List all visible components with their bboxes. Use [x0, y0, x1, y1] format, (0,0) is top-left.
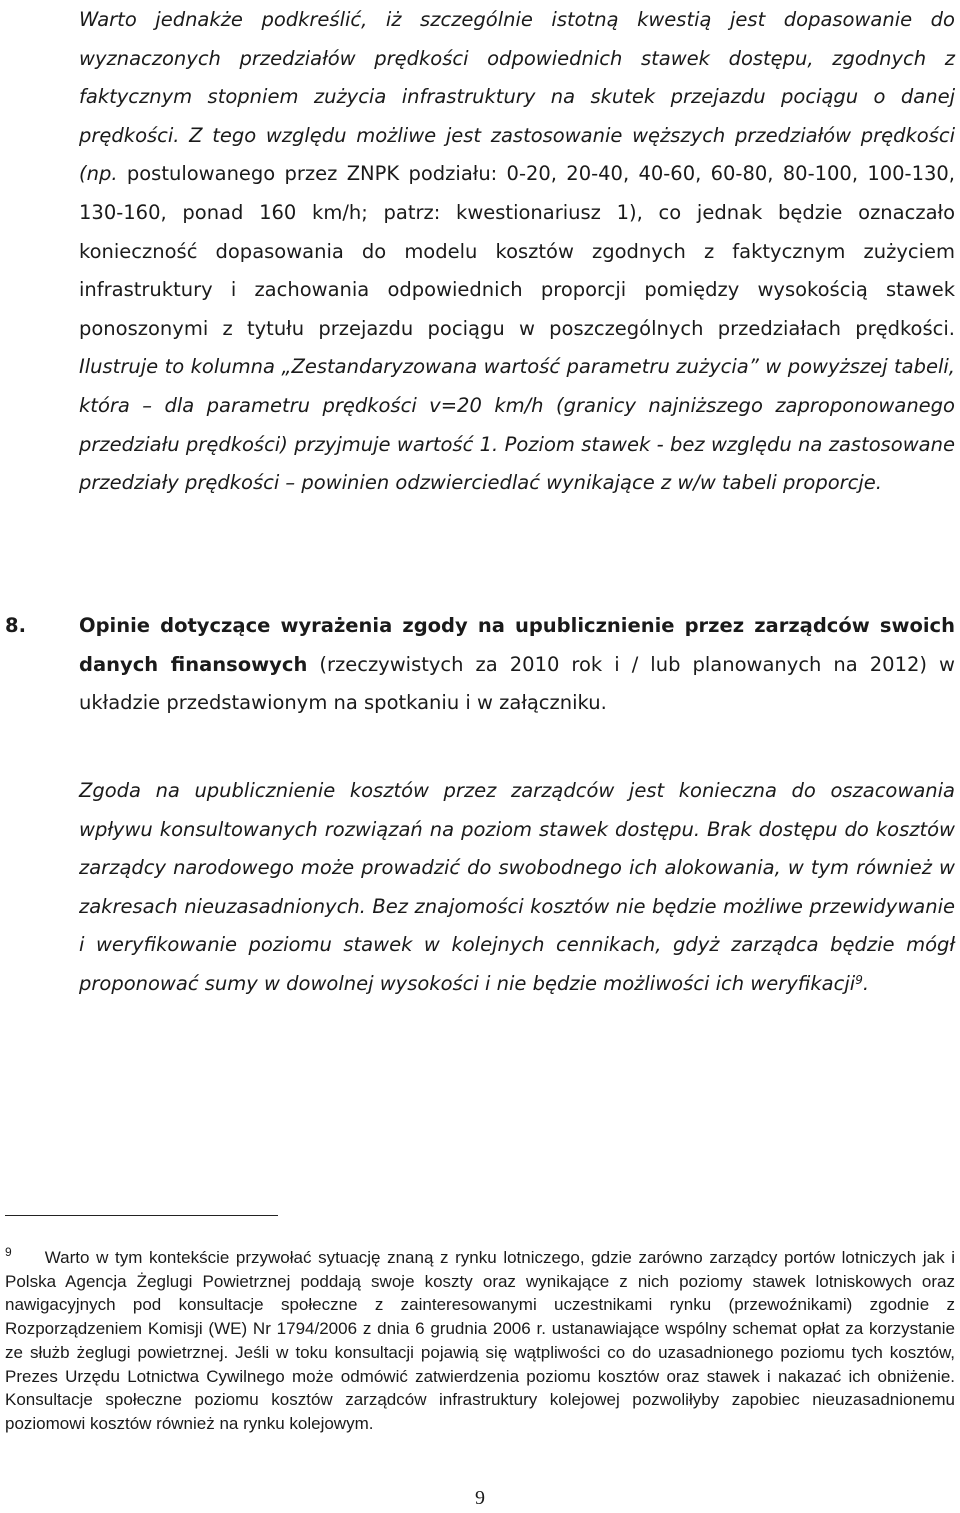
- footnote-divider: [5, 1215, 278, 1216]
- paragraph-consent-text: Zgoda na upublicznienie kosztów przez zarządców jest konieczna do oszacowania wpływu konsultowanych rozwiązań na poziom stawek dostępu. Brak dostępu do kosztów zarządcy narodowego może prowadzić do swobodnego ich alokowania, w tym również w zakresach nieuzasadnionych. Bez znajomości kosztów nie będzie możliwe przewidywanie i weryfikowanie poziomu stawek w kolejnych cennikach, gdyż zarządca będzie mógł proponować sumy w dowolnej wysokości i nie będzie możliwości ich weryfikacji: [79, 779, 955, 995]
- paragraph-speed-intervals-part1: Warto jednakże podkreślić, iż szczególnie istotną kwestią jest dopasowanie do wyznaczonych przedziałów prędkości odpowiednich stawek dostępu, zgodnych z faktycznym stopniem zużycia infrastruktury na skutek przejazdu pociągu o danej prędkości. Z tego względu możliwe jest zastosowanie węższych przedziałów prędkości (np.: [79, 8, 955, 186]
- footnote-reference[interactable]: 9: [855, 972, 863, 987]
- section-8-description: (rzeczywistych za 2010 rok i / lub planowanych na 2012) w układzie przedstawionym na spotkaniu i w załączniku.: [79, 652, 955, 715]
- footnote-text: Warto w tym kontekście przywołać sytuację znaną z rynku lotniczego, gdzie zarówno zarządcy portów lotniczych jak i Polska Agencja Żeglugi Powietrznej poddają swoje koszty oraz wynikające z nich poziomy stawek lotniskowych oraz nawigacyjnych pod konsultacje społeczne z zainteresowanymi uczestnikami rynku (przewoźnikami) zgodnie z Rozporządzeniem Komisji (WE) Nr 1794/2006 z dnia 6 grudnia 2006 r. ustanawiające wspólny schemat opłat za korzystanie ze służb żeglugi powietrznej. Jeśli w toku konsultacji pojawią się wątpliwości co do uzasadnionego poziomu tych kosztów, Prezes Urzędu Lotnictwa Cywilnego może odmówić zatwierdzenia poziomu kosztów oraz stawek i nakazać ich obniżenie. Konsultacje społeczne poziomu kosztów zarządców infrastruktury kolejowej pozwoliłyby zapobiec nieuzasadnionemu poziomowi kosztów również na rynku kolejowym.: [5, 1248, 955, 1433]
- footnote-number: 9: [5, 1245, 12, 1259]
- paragraph-consent-end: .: [862, 971, 870, 995]
- paragraph-speed-intervals-part3: Ilustruje to kolumna „Zestandaryzowana wartość parametru zużycia” w powyższej tabeli, która – dla parametru prędkości v=20 km/h (granicy najniższego zaproponowanego przedziału prędkości) przyjmuje wartość 1. Poziom stawek - bez względu na zastosowane przedziały prędkości – powinien odzwierciedlać wynikające z w/w tabeli proporcje.: [79, 355, 955, 495]
- paragraph-consent: [79, 772, 955, 1004]
- section-8-heading: [5, 607, 955, 723]
- footnote: [5, 1246, 955, 1436]
- paragraph-speed-intervals-part2: postulowanego przez ZNPK podziału: 0-20, 20-40, 40-60, 60-80, 80-100, 100-130, 130-160, ponad 160 km/h; patrz: kwestionariusz 1), co jednak będzie oznaczało konieczność dopasowania do modelu kosztów zgodnych z faktycznym zużyciem infrastruktury i zachowania odpowiednich proporcji pomiędzy wysokością stawek ponoszonymi z tytułu przejazdu pociągu w poszczególnych przedziałach prędkości.: [79, 162, 956, 340]
- section-8-bold-title: Opinie dotyczące wyrażenia zgody na upublicznienie przez zarządców swoich danych finansowych: [79, 614, 955, 676]
- page-number: 9: [475, 1487, 485, 1509]
- paragraph-speed-intervals: [79, 1, 955, 503]
- section-number: 8.: [5, 614, 26, 637]
